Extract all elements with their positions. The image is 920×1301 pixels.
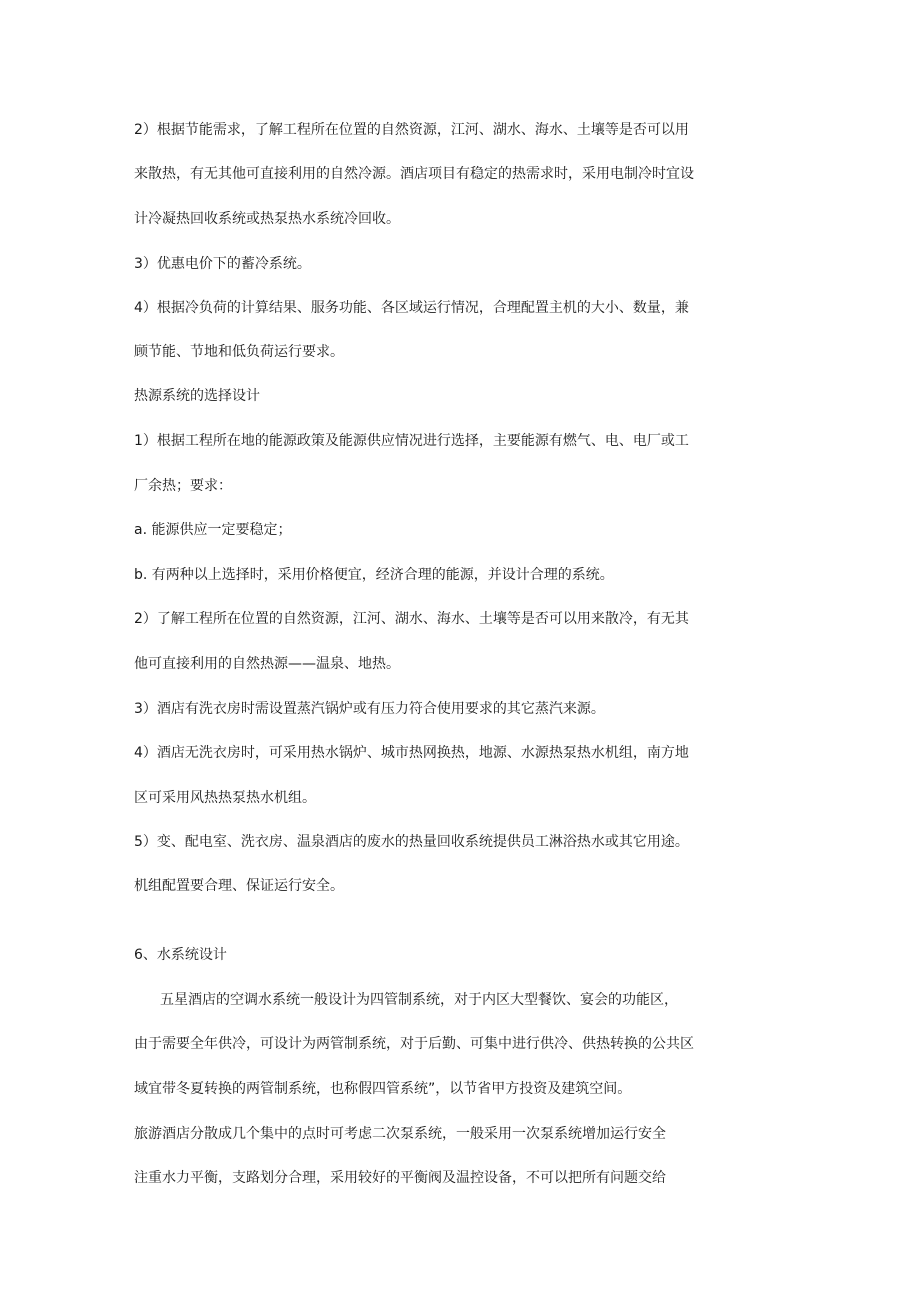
paragraph-line: 来散热，有无其他可直接利用的自然冷源。酒店项目有稳定的热需求时，采用电制冷时宜设 xyxy=(134,166,694,182)
paragraph-line: 计冷凝热回收系统或热泵热水系统冷回收。 xyxy=(134,211,400,227)
paragraph-line: 旅游酒店分散成几个集中的点时可考虑二次泵系统，一般采用一次泵系统增加运行安全 xyxy=(134,1126,666,1142)
section-heading: 热源系统的选择设计 xyxy=(134,388,260,404)
paragraph-line: 4）根据冷负荷的计算结果、服务功能、各区域运行情况，合理配置主机的大小、数量，兼 xyxy=(134,300,689,316)
paragraph-line: 五星酒店的空调水系统一般设计为四管制系统，对于内区大型餐饮、宴会的功能区， xyxy=(160,992,678,1008)
paragraph-line: 3）优惠电价下的蓄冷系统。 xyxy=(134,256,311,272)
paragraph-line: 顾节能、节地和低负荷运行要求。 xyxy=(134,344,344,360)
paragraph-line: 厂余热；要求： xyxy=(134,478,232,494)
paragraph-line: 5）变、配电室、洗衣房、温泉酒店的废水的热量回收系统提供员工淋浴热水或其它用途。 xyxy=(134,834,689,850)
paragraph-line: a. 能源供应一定要稳定； xyxy=(134,522,292,538)
paragraph-line: 他可直接利用的自然热源——温泉、地热。 xyxy=(134,656,400,672)
section-heading: 6、水系统设计 xyxy=(134,947,227,963)
paragraph-line: b. 有两种以上选择时，采用价格便宜，经济合理的能源，并设计合理的系统。 xyxy=(134,567,614,583)
paragraph-line: 2）根据节能需求，了解工程所在位置的自然资源，江河、湖水、海水、土壤等是否可以用 xyxy=(134,122,689,138)
paragraph-line: 注重水力平衡，支路划分合理，采用较好的平衡阀及温控设备，不可以把所有问题交给 xyxy=(134,1170,666,1186)
paragraph-line: 3）酒店有洗衣房时需设置蒸汽锅炉或有压力符合使用要求的其它蒸汽来源。 xyxy=(134,701,605,717)
paragraph-line: 域宜带冬夏转换的两管制系统，也称假四管系统”，以节省甲方投资及建筑空间。 xyxy=(134,1081,632,1097)
paragraph-line: 区可采用风热热泵热水机组。 xyxy=(134,790,316,806)
paragraph-line: 1）根据工程所在地的能源政策及能源供应情况进行选择，主要能源有燃气、电、电厂或工 xyxy=(134,433,689,449)
paragraph-line: 由于需要全年供冷，可设计为两管制系统，对于后勤、可集中进行供冷、供热转换的公共区 xyxy=(134,1036,694,1052)
paragraph-line: 2）了解工程所在位置的自然资源，江河、湖水、海水、土壤等是否可以用来散冷，有无其 xyxy=(134,611,689,627)
paragraph-line: 机组配置要合理、保证运行安全。 xyxy=(134,878,344,894)
paragraph-line: 4）酒店无洗衣房时，可采用热水锅炉、城市热网换热，地源、水源热泵热水机组，南方地 xyxy=(134,745,689,761)
